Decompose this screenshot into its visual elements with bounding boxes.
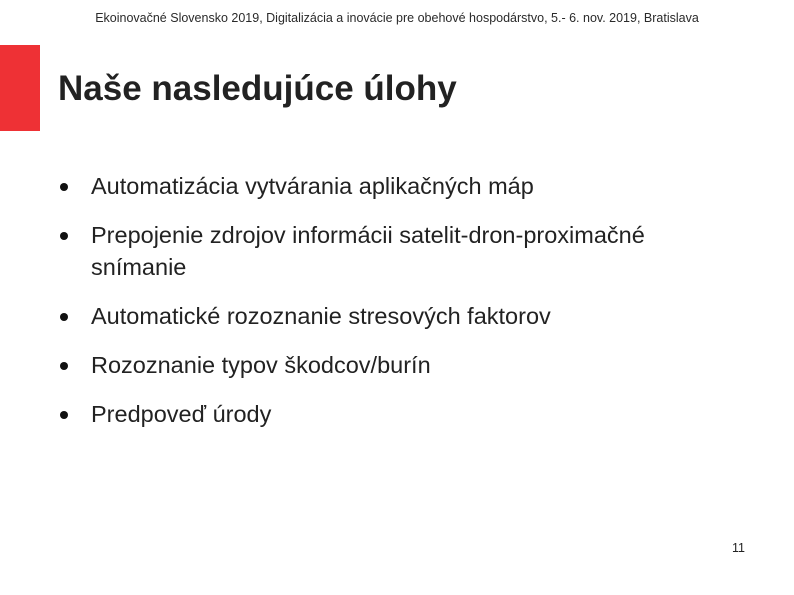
bullet-text: Predpoveď úrody xyxy=(91,401,272,427)
title-accent-bar xyxy=(0,45,40,131)
slide-header: Ekoinovačné Slovensko 2019, Digitalizácia a inovácie pre obehové hospodárstvo, 5.- 6. nov. 2019, Bratislava xyxy=(95,11,699,25)
bullet-text: Automatické rozoznanie stresových faktorov xyxy=(91,303,551,329)
bullet-item xyxy=(58,219,698,283)
slide-title: Naše nasledujúce úlohy xyxy=(58,69,457,108)
bullet-text: Rozoznanie typov škodcov/burín xyxy=(91,352,431,378)
bullet-dot-icon xyxy=(60,411,68,419)
bullet-dot-icon xyxy=(60,313,68,321)
bullet-item xyxy=(58,398,698,430)
page-number: 11 xyxy=(732,541,745,555)
bullet-text: Prepojenie zdrojov informácii satelit-dron-proximačné snímanie xyxy=(91,222,645,280)
bullet-dot-icon xyxy=(60,362,68,370)
bullet-list xyxy=(58,170,698,430)
bullet-item xyxy=(58,349,698,381)
bullet-item xyxy=(58,170,698,202)
bullet-text: Automatizácia vytvárania aplikačných máp xyxy=(91,173,534,199)
bullet-dot-icon xyxy=(60,232,68,240)
bullet-dot-icon xyxy=(60,183,68,191)
bullet-item xyxy=(58,300,698,332)
